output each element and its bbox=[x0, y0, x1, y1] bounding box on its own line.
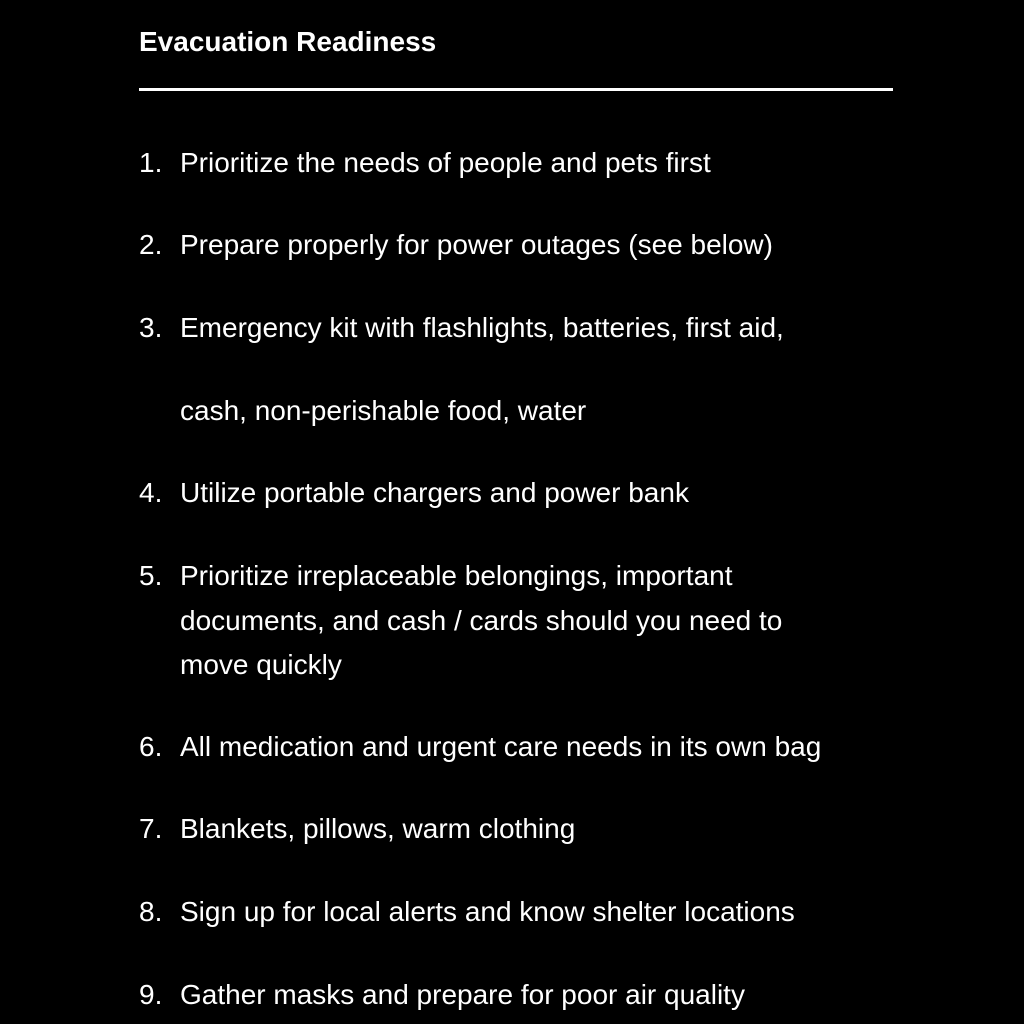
page-title: Evacuation Readiness bbox=[139, 26, 437, 57]
list-item-number: 9. bbox=[139, 979, 163, 1010]
list-item-text: Prepare properly for power outages (see below) bbox=[180, 229, 773, 260]
list-item-text: All medication and urgent care needs in its own bag bbox=[180, 731, 822, 762]
list-item-text: Blankets, pillows, warm clothing bbox=[180, 813, 576, 844]
list-item-text: Prioritize the needs of people and pets first bbox=[180, 147, 711, 178]
list-item-number: 6. bbox=[139, 731, 163, 762]
list-item-number: 5. bbox=[139, 560, 163, 591]
list-item-number: 8. bbox=[139, 896, 163, 927]
list-item-text-continued: cash, non-perishable food, water bbox=[180, 395, 587, 426]
title-divider bbox=[139, 88, 893, 91]
list-item-text: Utilize portable chargers and power bank bbox=[180, 477, 689, 508]
list-item-number: 2. bbox=[139, 229, 163, 260]
list-item-text: Prioritize irreplaceable belongings, important bbox=[180, 560, 733, 591]
list-item-number: 4. bbox=[139, 477, 163, 508]
list-item-text-continued: documents, and cash / cards should you need to bbox=[180, 605, 783, 636]
list-item-text: Sign up for local alerts and know shelter locations bbox=[180, 896, 795, 927]
list-item-text: Gather masks and prepare for poor air quality bbox=[180, 979, 745, 1010]
list-item-number: 1. bbox=[139, 147, 163, 178]
list-item-number: 3. bbox=[139, 312, 163, 343]
list-item-text: Emergency kit with flashlights, batteries, first aid, bbox=[180, 312, 784, 343]
list-item-number: 7. bbox=[139, 813, 163, 844]
list-item-text-continued: move quickly bbox=[180, 649, 342, 680]
